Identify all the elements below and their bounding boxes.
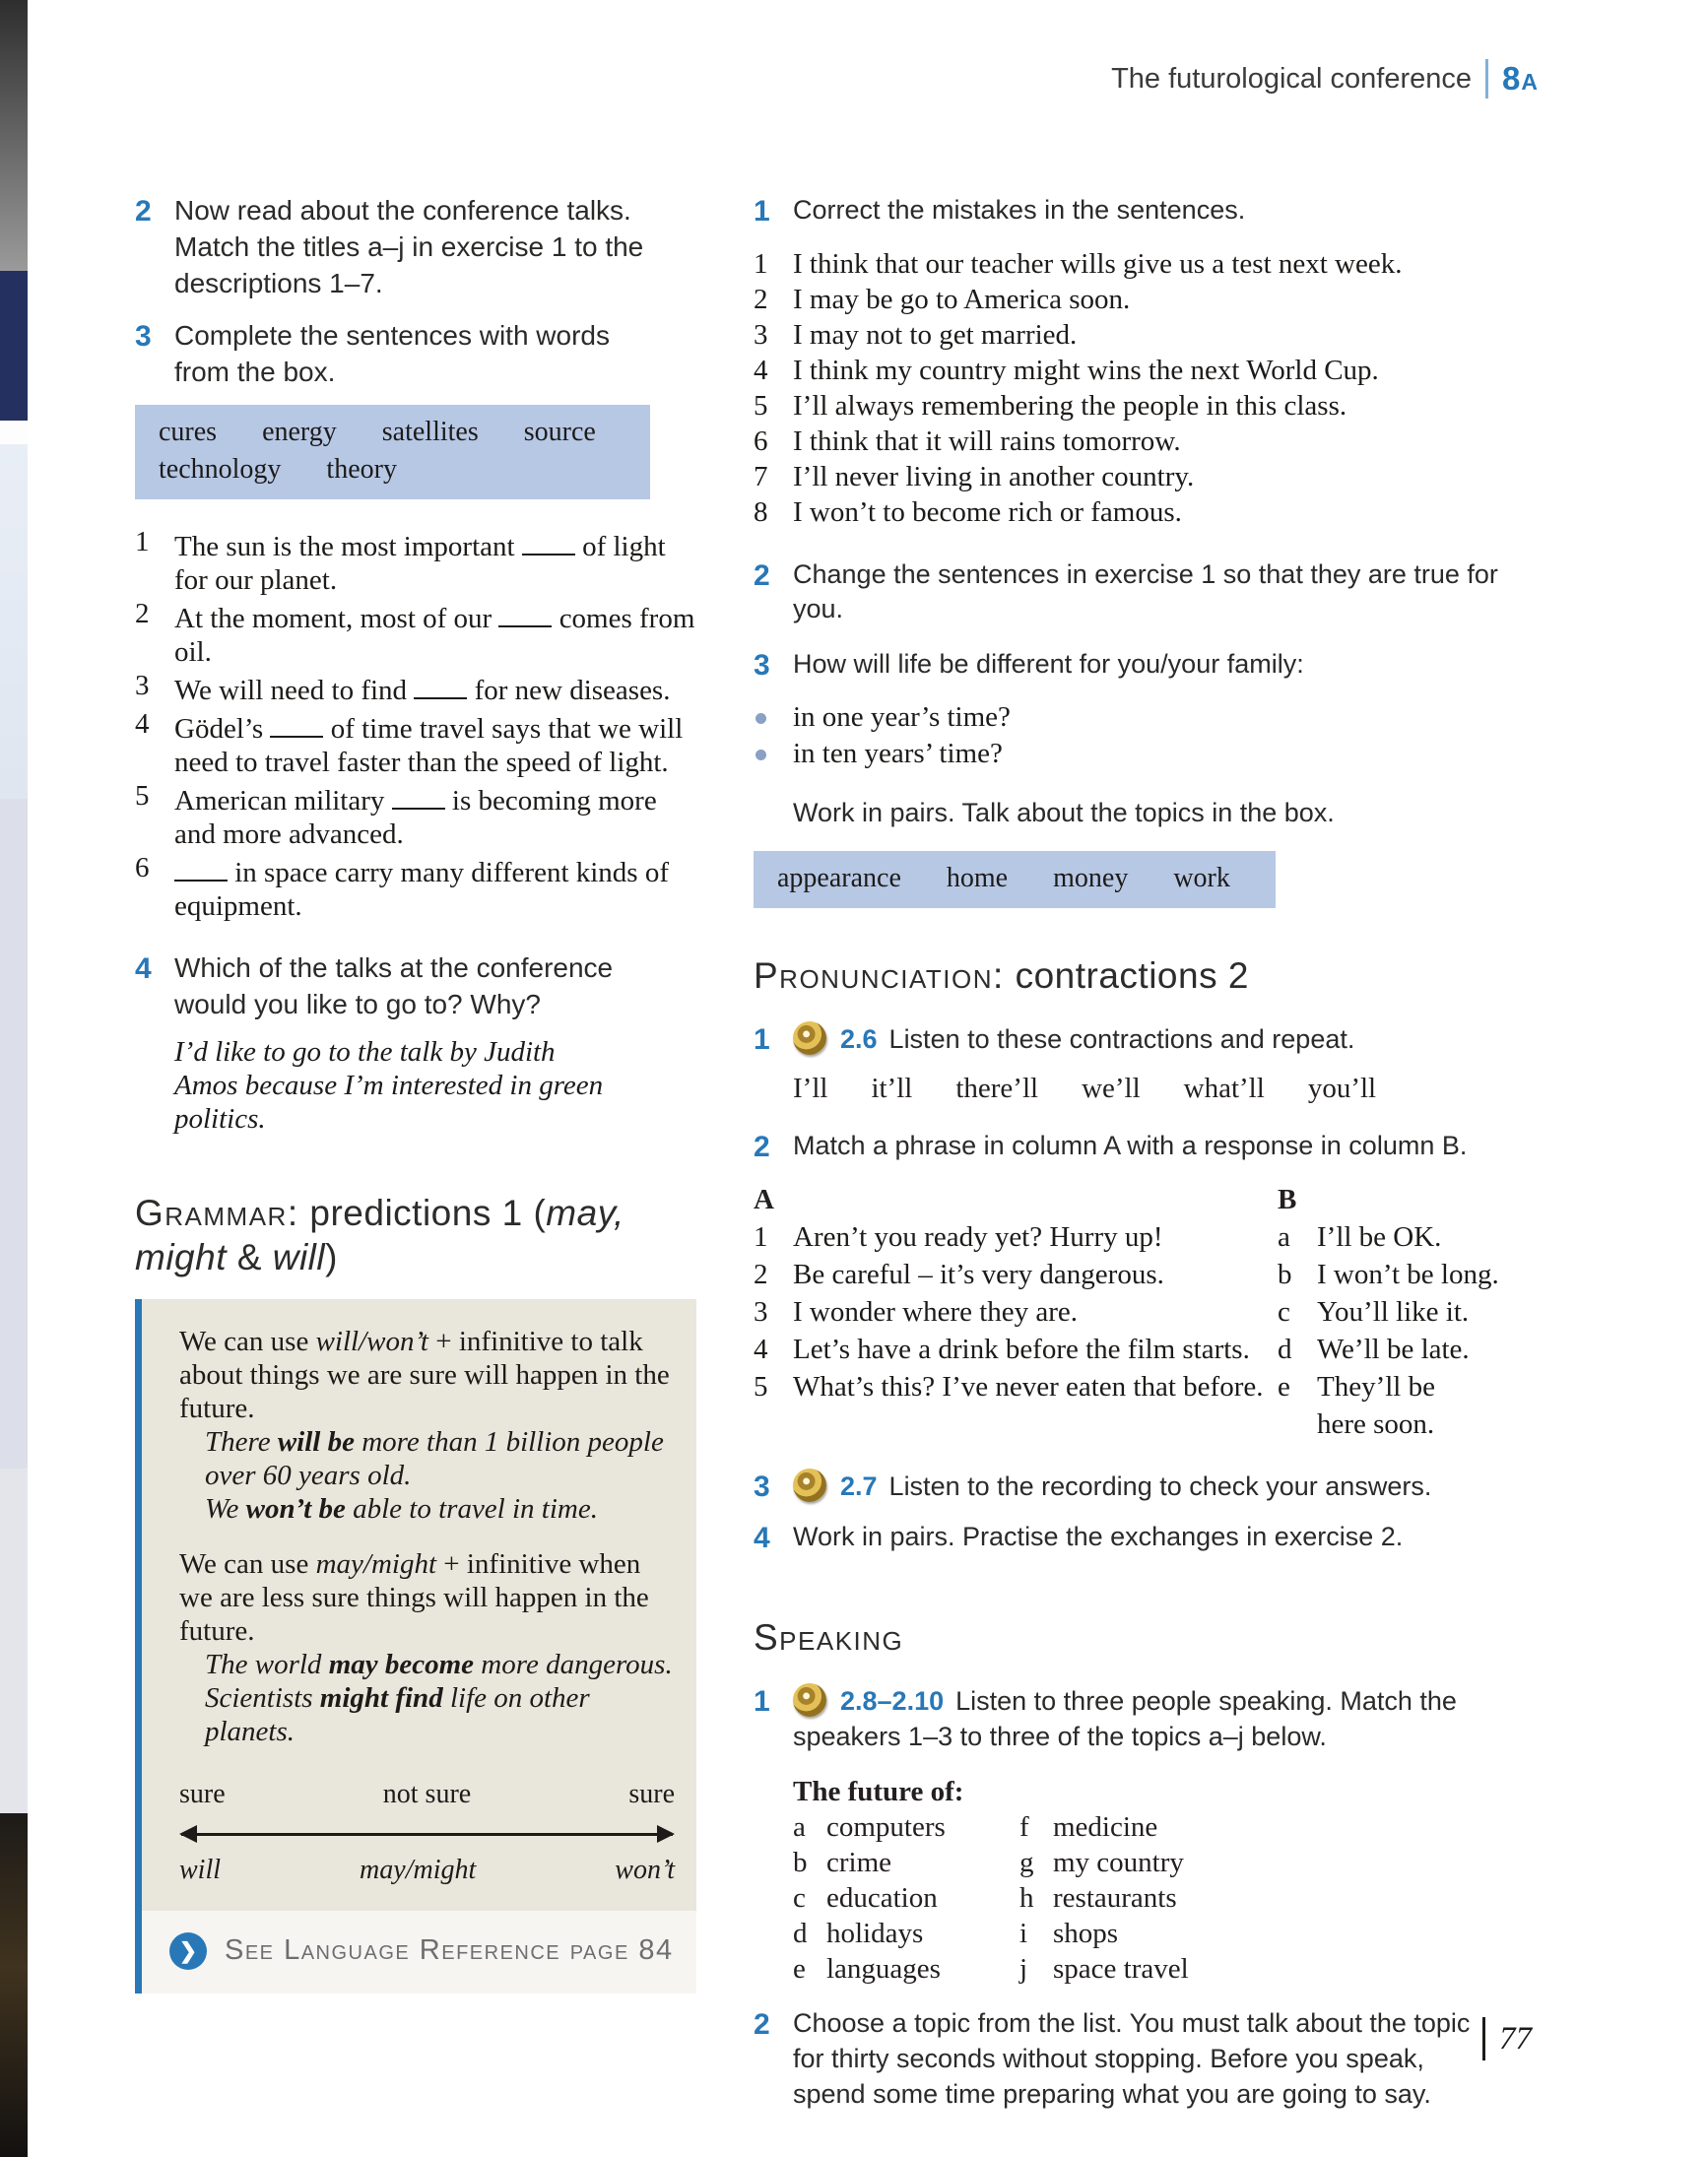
exercise-number: 1: [754, 195, 770, 228]
audio-track-number: 2.6: [840, 1024, 878, 1054]
topic-box: [754, 851, 1276, 908]
pronunciation-section-heading: [754, 953, 1542, 998]
item-text: computers: [826, 1811, 946, 1844]
grammar-rule: We can use may/might + infinitive when we are less sure things will happen in the future.: [179, 1547, 649, 1647]
scale-label: not sure: [382, 1778, 472, 1809]
item-text: shops: [1053, 1918, 1119, 1950]
exercise-instruction: [793, 1021, 1542, 1058]
exercise-number: 4: [135, 951, 152, 985]
edge-photo-segment: [0, 1469, 28, 1813]
page-number-text: 77: [1499, 2020, 1532, 2057]
item-text: Gödel’s of time travel says that we will need to travel faster than the speed of light.: [174, 707, 696, 779]
list-item: [754, 282, 1542, 317]
box-word: source: [523, 416, 596, 447]
exercise-instruction: Change the sentences in exercise 1 so that they are true for you.: [793, 558, 1498, 624]
scale-label: may/might: [360, 1854, 477, 1885]
list-item: [1019, 1845, 1246, 1880]
item-letter: f: [1019, 1811, 1029, 1844]
item-text: crime: [826, 1847, 892, 1879]
list-item: [1019, 1809, 1246, 1845]
section-subtitle: predictions 1 (may, might & will): [135, 1192, 624, 1277]
exercise-number: 4: [754, 1521, 770, 1554]
exercise-3-life: [754, 647, 1542, 685]
item-text: Let’s have a drink before the film starts.: [793, 1334, 1250, 1365]
edge-photo-segment: [0, 1813, 28, 2157]
item-text: holidays: [826, 1918, 924, 1950]
item-text: They’ll be here soon.: [1317, 1371, 1435, 1440]
bullet-text: in ten years’ time?: [793, 738, 1003, 770]
exercise-instruction: How will life be different for you/your family:: [793, 648, 1304, 679]
speaking-section-heading: Speaking: [754, 1617, 904, 1658]
item-text: in space carry many different kinds of equipment.: [174, 851, 696, 923]
topic-list-left: [793, 1809, 1019, 1987]
exercise-number: 3: [754, 648, 770, 682]
exercise-3-fill: [135, 318, 696, 391]
item-text: I’ll be OK.: [1317, 1221, 1442, 1253]
exercise-2-reading: [135, 193, 696, 302]
list-item: [793, 1809, 1019, 1845]
page-number: [1482, 2017, 1532, 2060]
topic-lists: [793, 1809, 1542, 1987]
box-word: what’ll: [1183, 1072, 1265, 1104]
item-number: 7: [754, 460, 768, 492]
list-item: [1019, 1880, 1246, 1916]
certainty-scale-labels-bottom: [179, 1854, 675, 1887]
list-item: [135, 779, 696, 851]
box-word: home: [946, 862, 1009, 893]
exercise-instruction: Now read about the conference talks. Match the titles a–j in exercise 1 to the descriptions 1–7.: [174, 195, 644, 298]
list-item: [754, 1218, 1278, 1256]
cd-audio-icon: [793, 1683, 826, 1717]
list-item: [754, 424, 1542, 459]
item-text: I may not to get married.: [793, 318, 1078, 351]
box-word: you’ll: [1307, 1072, 1377, 1104]
item-letter: a: [793, 1811, 806, 1844]
grammar-example: We won’t be able to travel in time.: [205, 1492, 598, 1525]
box-word: appearance: [777, 862, 901, 893]
item-letter: g: [1019, 1847, 1034, 1879]
box-word: theory: [326, 453, 397, 485]
item-number: 5: [135, 779, 150, 812]
item-text: space travel: [1053, 1953, 1189, 1986]
item-letter: a: [1278, 1221, 1290, 1253]
box-word: it’ll: [871, 1072, 913, 1104]
item-number: 1: [754, 1221, 768, 1253]
section-label: Grammar:: [135, 1192, 299, 1233]
exercise-instruction: Work in pairs. Practise the exchanges in exercise 2.: [793, 1521, 1404, 1551]
exercise-instruction: Choose a topic from the list. You must talk about the topic for thirty seconds without stopping. Before you speak, spend some time preparing what you are going to say.: [793, 2008, 1471, 2109]
item-text: I’ll never living in another country.: [793, 460, 1195, 492]
item-number: 3: [135, 669, 150, 701]
item-letter: e: [1278, 1371, 1290, 1403]
edge-photo-segment: [0, 271, 28, 421]
language-reference-link: [142, 1911, 696, 1994]
bullet-text: in one year’s time?: [793, 701, 1011, 734]
item-text: restaurants: [1053, 1882, 1177, 1915]
list-item: [1278, 1218, 1524, 1256]
word-box: [135, 405, 650, 499]
exercise-1-correct: [754, 193, 1542, 230]
list-item: [754, 1293, 1278, 1331]
exercise-number: 2: [754, 558, 770, 592]
item-number: 6: [135, 851, 150, 883]
grammar-example: There will be more than 1 billion people over 60 years old.: [205, 1425, 664, 1491]
column-header: B: [1278, 1184, 1297, 1215]
exercise-instruction: [793, 1683, 1473, 1754]
exercise-number: 2: [754, 2008, 770, 2042]
item-text: American military is becoming more and more advanced.: [174, 779, 696, 851]
column-b: [1278, 1181, 1524, 1443]
section-subtitle: contractions 2: [1004, 954, 1249, 996]
list-item: [754, 494, 1542, 530]
item-text: education: [826, 1882, 938, 1915]
exercise-number: 3: [754, 1471, 770, 1503]
item-letter: c: [793, 1882, 806, 1915]
cd-audio-icon: [793, 1469, 826, 1502]
list-item: [754, 459, 1542, 494]
language-reference-text: See Language Reference page 84: [225, 1934, 674, 1967]
list-item: [754, 1368, 1278, 1405]
grammar-box: [142, 1299, 696, 1911]
topic-list-right: [1019, 1809, 1246, 1987]
item-text: The sun is the most important of light for our planet.: [174, 525, 696, 597]
grammar-section-heading: [135, 1191, 706, 1279]
item-number: 2: [754, 1259, 768, 1290]
list-item: [754, 246, 1542, 282]
item-number: 6: [754, 425, 768, 457]
speaking-exercise-2: [754, 2006, 1542, 2112]
item-text: At the moment, most of our comes from oil.: [174, 597, 696, 669]
item-number: 2: [754, 283, 768, 315]
contractions-list: [793, 1073, 1542, 1105]
page-edge-photo-strip: [0, 0, 28, 2157]
item-number: 1: [135, 525, 150, 557]
item-letter: h: [1019, 1882, 1034, 1915]
item-text: You’ll like it.: [1317, 1296, 1470, 1328]
list-item: [1278, 1256, 1524, 1293]
edge-photo-segment: [0, 421, 28, 444]
box-word: money: [1053, 862, 1129, 893]
fill-sentence-list: [135, 525, 696, 923]
audio-track-number: 2.8–2.10: [840, 1686, 945, 1717]
item-letter: e: [793, 1953, 806, 1986]
column-header: A: [754, 1184, 774, 1215]
list-item: [793, 1916, 1019, 1951]
list-item: [135, 597, 696, 669]
edge-photo-segment: [0, 799, 28, 1469]
exercise-number: 1: [754, 1685, 770, 1719]
item-text: Aren’t you ready yet? Hurry up!: [793, 1221, 1163, 1253]
exercise-instruction: Which of the talks at the conference would you like to go to? Why?: [174, 951, 614, 1019]
list-item: [754, 1256, 1278, 1293]
grammar-box-wrap: [135, 1299, 696, 1994]
box-word: I’ll: [793, 1072, 828, 1104]
item-text: I won’t be long.: [1317, 1259, 1499, 1290]
left-column: [135, 193, 696, 1994]
cd-audio-icon: [793, 1021, 826, 1055]
item-text: medicine: [1053, 1811, 1158, 1844]
list-item: [1278, 1368, 1524, 1443]
pronunciation-exercise-4: [754, 1520, 1542, 1557]
exercise-instruction: Correct the mistakes in the sentences.: [793, 195, 1246, 225]
list-item: [1278, 1293, 1524, 1331]
example-answer: I’d like to go to the talk by Judith Amos because I’m interested in green politics.: [174, 1035, 604, 1135]
item-text: languages: [826, 1953, 941, 1986]
box-word: satellites: [381, 416, 479, 447]
instruction-text: Listen to three people speaking. Match the speakers 1–3 to three of the topics a–j below.: [793, 1686, 1457, 1751]
item-text: I think that it will rains tomorrow.: [793, 425, 1181, 457]
section-label: Pronunciation:: [754, 954, 1005, 996]
list-item: [754, 353, 1542, 388]
exercise-number: 1: [754, 1023, 770, 1056]
item-text: I’ll always remembering the people in this class.: [793, 389, 1347, 422]
bullet-item: [754, 699, 1542, 736]
speaking-exercise-1: [754, 1683, 1542, 1754]
item-number: 5: [754, 1371, 768, 1403]
exercise-instruction: [793, 1469, 1542, 1505]
box-word: technology: [159, 453, 282, 485]
list-item: [135, 851, 696, 923]
item-letter: d: [793, 1918, 808, 1950]
item-text: We will need to find for new diseases.: [174, 669, 696, 707]
item-text: We’ll be late.: [1317, 1334, 1470, 1365]
item-number: 3: [754, 1296, 768, 1328]
list-item: [135, 707, 696, 779]
list-item: [1019, 1951, 1246, 1987]
edge-photo-segment: [0, 0, 28, 271]
column-a: [754, 1181, 1278, 1443]
bullet-list: [754, 699, 1542, 772]
certainty-scale: [179, 1778, 675, 1887]
exercise-4-discussion: [135, 950, 696, 1023]
unit-badge: 8a: [1502, 60, 1539, 97]
exercise-number: 2: [135, 195, 152, 228]
pronunciation-exercise-3: [754, 1469, 1542, 1506]
exercise-instruction: Match a phrase in column A with a response in column B.: [793, 1130, 1468, 1160]
item-text: my country: [1053, 1847, 1184, 1879]
match-columns: [754, 1181, 1542, 1443]
item-text: I think my country might wins the next World Cup.: [793, 354, 1379, 386]
list-item: [754, 317, 1542, 353]
instruction-text: Listen to the recording to check your answers.: [888, 1471, 1432, 1501]
item-number: 5: [754, 389, 768, 422]
exercise-2-change: [754, 557, 1542, 627]
box-word: work: [1173, 862, 1230, 893]
grammar-example: Scientists might find life on other planets.: [205, 1681, 590, 1747]
list-item: [793, 1880, 1019, 1916]
scale-label: won’t: [615, 1854, 675, 1885]
list-item: [793, 1951, 1019, 1987]
double-arrow-icon: [181, 1833, 673, 1836]
item-number: 4: [754, 354, 768, 386]
exercise-number: 3: [135, 319, 152, 353]
item-letter: j: [1019, 1953, 1028, 1986]
list-item: [1278, 1331, 1524, 1368]
exercise-instruction: Complete the sentences with words from the box.: [174, 319, 610, 387]
list-item: [754, 388, 1542, 424]
item-number: 4: [135, 707, 150, 740]
topic-list-title: The future of:: [793, 1776, 964, 1808]
page-number-divider: [1482, 2017, 1485, 2060]
certainty-scale-labels-top: [179, 1778, 675, 1811]
list-item: [754, 1331, 1278, 1368]
page-header: [1111, 59, 1539, 98]
page-header-title: The futurological conference: [1111, 62, 1473, 95]
list-item: [1019, 1916, 1246, 1951]
future-topics-block: [793, 1774, 1542, 1987]
mistake-sentence-list: [754, 246, 1542, 530]
grammar-example: The world may become more dangerous.: [205, 1648, 673, 1680]
right-column: [754, 193, 1542, 2112]
grammar-rule: We can use will/won’t + infinitive to talk about things we are sure will happen in the future.: [179, 1325, 670, 1424]
list-item: [793, 1845, 1019, 1880]
item-text: I wonder where they are.: [793, 1296, 1079, 1328]
list-item: [135, 525, 696, 597]
item-number: 3: [754, 318, 768, 351]
item-number: 1: [754, 247, 768, 280]
header-divider: [1485, 59, 1488, 98]
item-letter: c: [1278, 1296, 1290, 1328]
box-word: cures: [159, 416, 218, 447]
item-number: 2: [135, 597, 150, 629]
item-text: I think that our teacher wills give us a test next week.: [793, 247, 1403, 280]
box-word: energy: [262, 416, 337, 447]
instruction-text: Listen to these contractions and repeat.: [888, 1024, 1355, 1054]
edge-photo-segment: [0, 444, 28, 799]
list-item: [135, 669, 696, 707]
pronunciation-exercise-1: [754, 1021, 1542, 1059]
item-number: 4: [754, 1334, 768, 1365]
box-word: there’ll: [955, 1072, 1039, 1104]
item-text: I won’t to become rich or famous.: [793, 495, 1182, 528]
scale-label: will: [179, 1854, 222, 1885]
item-letter: i: [1019, 1918, 1028, 1950]
scale-label: sure: [628, 1778, 675, 1809]
item-number: 8: [754, 495, 768, 528]
item-letter: b: [793, 1847, 808, 1879]
scale-label: sure: [179, 1778, 226, 1809]
item-text: I may be go to America soon.: [793, 283, 1131, 315]
audio-track-number: 2.7: [840, 1471, 878, 1501]
item-text: What’s this? I’ve never eaten that before.: [793, 1371, 1264, 1403]
item-text: Be careful – it’s very dangerous.: [793, 1259, 1164, 1290]
exercise-number: 2: [754, 1130, 770, 1163]
bullet-item: [754, 736, 1542, 772]
pronunciation-exercise-2: [754, 1129, 1542, 1166]
chevron-right-icon: [169, 1932, 207, 1970]
item-letter: b: [1278, 1259, 1292, 1290]
work-in-pairs-note: Work in pairs. Talk about the topics in the box.: [793, 798, 1335, 828]
box-word: we’ll: [1082, 1072, 1141, 1104]
item-letter: d: [1278, 1334, 1292, 1365]
